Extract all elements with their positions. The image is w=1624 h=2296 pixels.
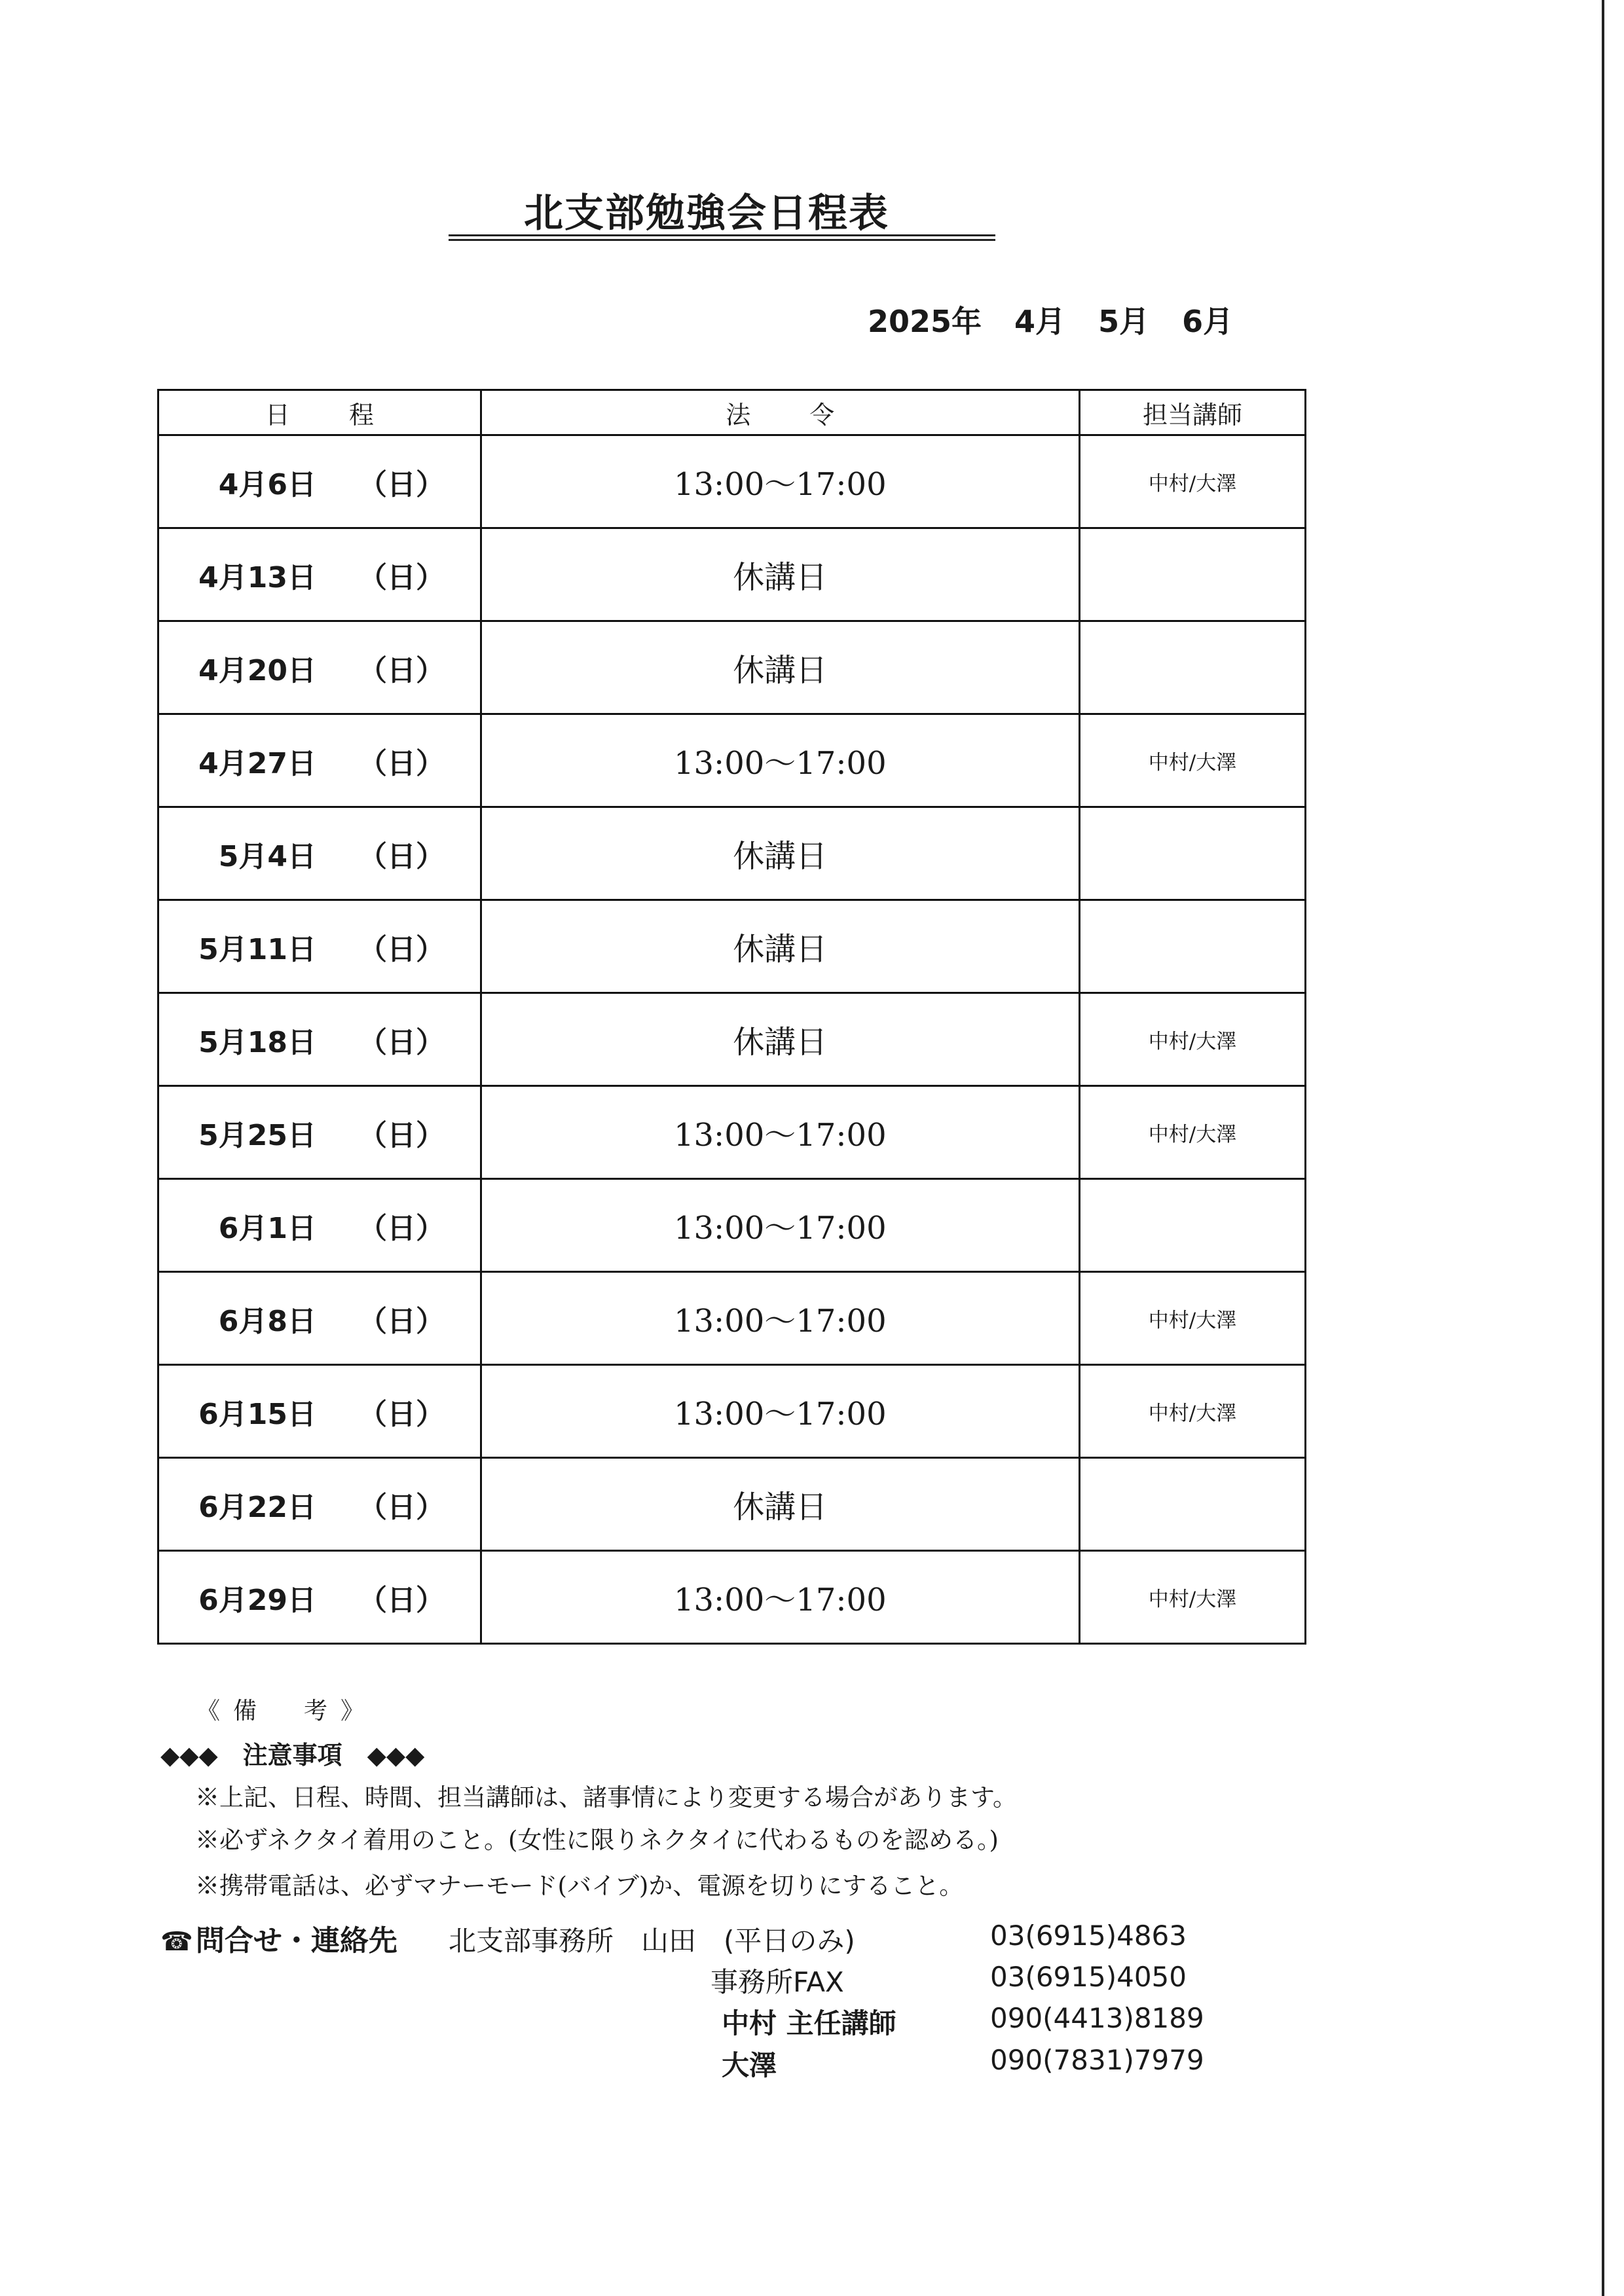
contact-number: 03(6915)4050 (990, 1961, 1187, 1993)
session-weekday: （日） (358, 1397, 445, 1431)
contact-label-text: 問合せ・連絡先 (195, 1924, 397, 1958)
period-month: 4月 (1014, 304, 1066, 339)
table-row (158, 1086, 1306, 1179)
session-weekday: （日） (358, 746, 445, 780)
session-weekday: （日） (358, 1490, 445, 1524)
date-cell (158, 807, 481, 900)
date-cell (158, 900, 481, 993)
session-date: 4月6日 (218, 467, 316, 501)
contact-number: 090(4413)8189 (990, 2002, 1204, 2034)
schedule-table (157, 389, 1306, 1645)
period-month: 5月 (1098, 304, 1150, 339)
header-content: 法令 (481, 390, 1079, 435)
session-content: 休講日 (481, 1458, 1079, 1551)
session-weekday: （日） (358, 653, 445, 687)
table-row (158, 621, 1306, 714)
table-row (158, 1179, 1306, 1272)
session-teacher: 中村/大澤 (1079, 1551, 1305, 1644)
session-teacher (1079, 1179, 1305, 1272)
table-row (158, 900, 1306, 993)
session-date: 6月15日 (198, 1397, 316, 1431)
date-cell (158, 528, 481, 621)
contact-number: 03(6915)4863 (990, 1920, 1187, 1952)
session-date: 5月11日 (198, 932, 316, 966)
session-weekday: （日） (358, 1304, 445, 1338)
header-teacher: 担当講師 (1079, 390, 1305, 435)
contact-label (160, 1917, 397, 1959)
session-date: 6月8日 (218, 1304, 316, 1338)
session-content: 13:00～17:00 (481, 1272, 1079, 1365)
session-date: 5月4日 (218, 839, 316, 873)
session-weekday: （日） (358, 1025, 445, 1059)
table-row (158, 1272, 1306, 1365)
session-weekday: （日） (358, 1211, 445, 1245)
table-row (158, 435, 1306, 528)
session-content: 休講日 (481, 528, 1079, 621)
notice-title: ◆◆◆ 注意事項 ◆◆◆ (160, 1741, 425, 1770)
session-date: 6月1日 (218, 1211, 316, 1245)
session-content: 13:00～17:00 (481, 1551, 1079, 1644)
date-cell (158, 993, 481, 1086)
session-weekday: （日） (358, 1118, 445, 1152)
table-row (158, 528, 1306, 621)
session-teacher (1079, 621, 1305, 714)
session-teacher (1079, 900, 1305, 993)
session-teacher: 中村/大澤 (1079, 1365, 1305, 1458)
date-cell (158, 1179, 481, 1272)
table-row (158, 714, 1306, 807)
contact-name: 大澤 (722, 2049, 777, 2081)
date-cell (158, 621, 481, 714)
header-date: 日程 (158, 390, 481, 435)
session-content: 13:00～17:00 (481, 1179, 1079, 1272)
date-cell (158, 1458, 481, 1551)
session-weekday: （日） (358, 1583, 445, 1617)
date-cell (158, 1551, 481, 1644)
session-teacher (1079, 807, 1305, 900)
date-cell (158, 435, 481, 528)
session-teacher: 中村/大澤 (1079, 1272, 1305, 1365)
period-month: 6月 (1182, 304, 1234, 339)
page-edge-line (1602, 0, 1604, 2296)
session-teacher: 中村/大澤 (1079, 993, 1305, 1086)
document-title: 北支部勉強会日程表 (524, 191, 889, 236)
remarks-bracket-close: 》 (341, 1698, 365, 1724)
session-weekday: （日） (358, 467, 445, 501)
contact-name: 中村 主任講師 (722, 2007, 896, 2039)
session-content: 13:00～17:00 (481, 435, 1079, 528)
table-row (158, 807, 1306, 900)
session-date: 4月20日 (198, 653, 316, 687)
session-date: 6月22日 (198, 1490, 316, 1524)
telephone-icon: ☎ (160, 1927, 193, 1957)
session-teacher (1079, 1458, 1305, 1551)
table-row (158, 993, 1306, 1086)
note-item: ※携帯電話は、必ずマナーモード(バイブ)か、電源を切りにすること。 (195, 1872, 964, 1900)
title-double-underline (449, 234, 995, 241)
contact-name: 北支部事務所 山田 (平日のみ) (449, 1925, 855, 1957)
date-cell (158, 714, 481, 807)
session-weekday: （日） (358, 560, 445, 594)
date-cell (158, 1272, 481, 1365)
contact-name: 事務所FAX (710, 1966, 844, 1998)
session-content: 休講日 (481, 807, 1079, 900)
session-content: 13:00～17:00 (481, 1086, 1079, 1179)
remarks-heading-text: 備 考 (233, 1698, 328, 1724)
date-cell (158, 1086, 481, 1179)
session-date: 6月29日 (198, 1583, 316, 1617)
session-content: 13:00～17:00 (481, 1365, 1079, 1458)
session-weekday: （日） (358, 932, 445, 966)
table-header-row (158, 390, 1306, 435)
session-teacher: 中村/大澤 (1079, 1086, 1305, 1179)
session-date: 4月13日 (198, 560, 316, 594)
table-row (158, 1365, 1306, 1458)
session-date: 5月18日 (198, 1025, 316, 1059)
session-content: 休講日 (481, 621, 1079, 714)
session-teacher: 中村/大澤 (1079, 435, 1305, 528)
session-content: 休講日 (481, 993, 1079, 1086)
session-teacher (1079, 528, 1305, 621)
note-item: ※必ずネクタイ着用のこと。(女性に限りネクタイに代わるものを認める。) (195, 1826, 999, 1854)
period-year: 2025年 (868, 304, 982, 339)
session-teacher: 中村/大澤 (1079, 714, 1305, 807)
session-weekday: （日） (358, 839, 445, 873)
table-row (158, 1551, 1306, 1644)
session-date: 4月27日 (198, 746, 316, 780)
remarks-bracket-open: 《 (196, 1698, 221, 1724)
table-row (158, 1458, 1306, 1551)
contact-number: 090(7831)7979 (990, 2044, 1204, 2076)
session-date: 5月25日 (198, 1118, 316, 1152)
session-content: 13:00～17:00 (481, 714, 1079, 807)
remarks-heading (190, 1692, 371, 1726)
schedule-period (868, 298, 1255, 341)
session-content: 休講日 (481, 900, 1079, 993)
note-item: ※上記、日程、時間、担当講師は、諸事情により変更する場合があります。 (195, 1783, 1018, 1812)
date-cell (158, 1365, 481, 1458)
